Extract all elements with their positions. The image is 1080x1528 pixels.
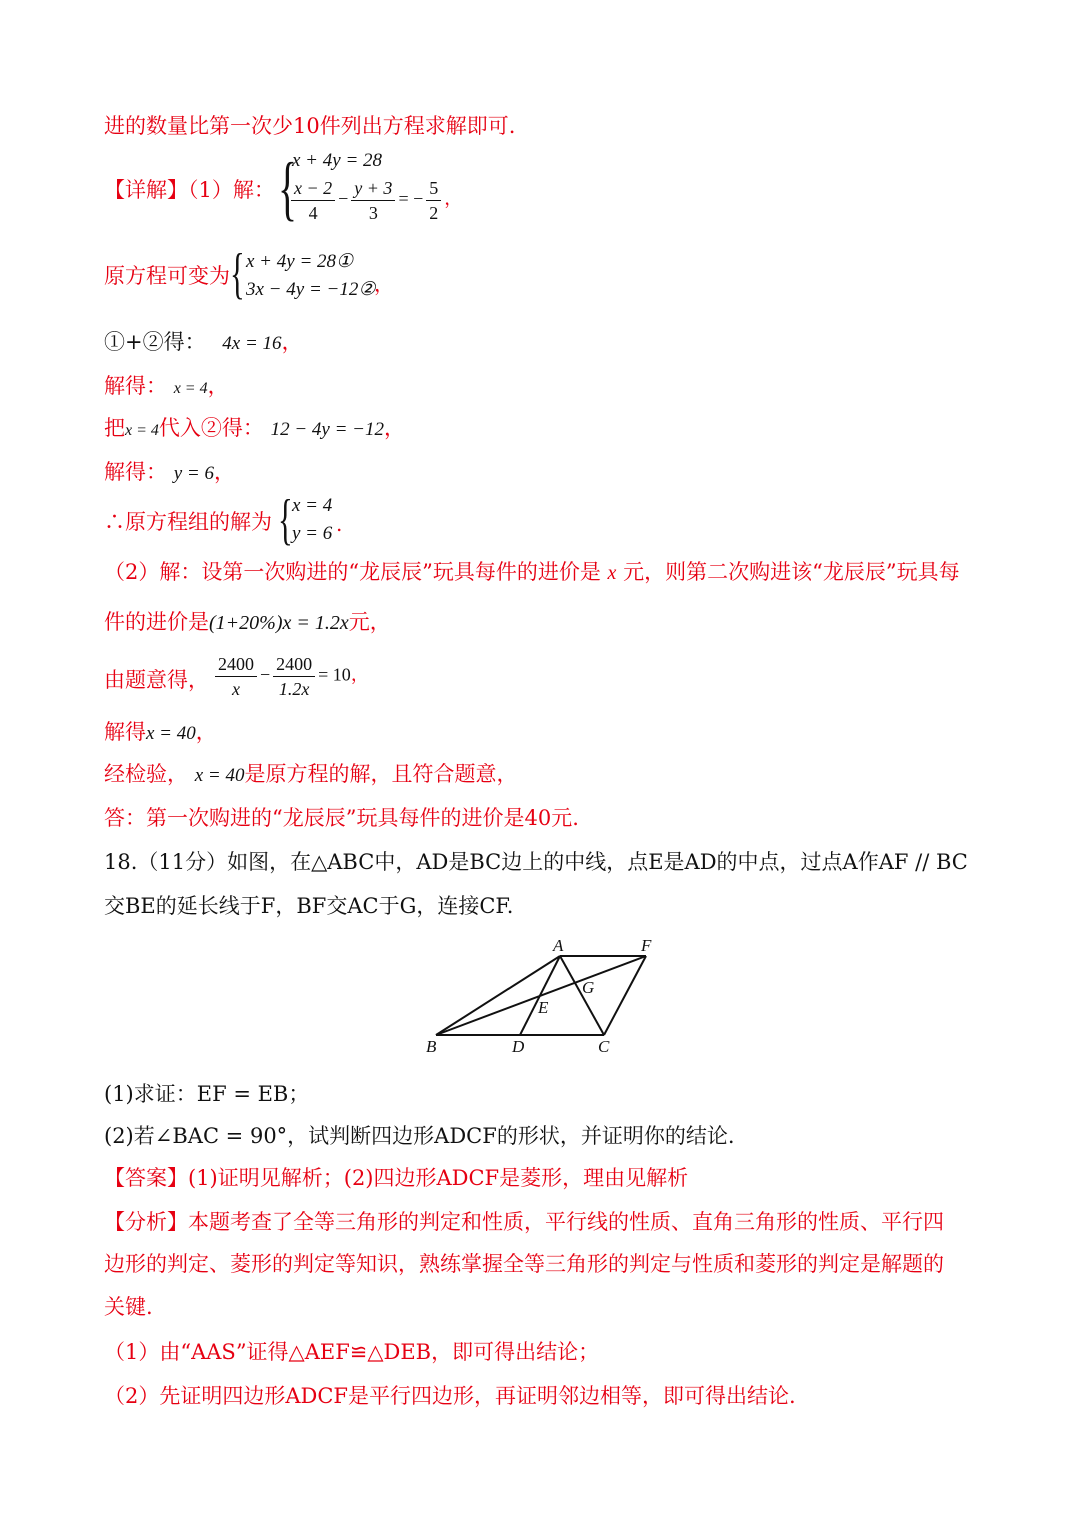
sys1-frac2-num: y + 3	[351, 176, 395, 201]
brace-left: {	[278, 148, 298, 228]
solve-y-line	[104, 458, 235, 488]
sub-mid: 代入②得：	[158, 416, 264, 440]
sub-eq: 12 − 4y = −12	[270, 419, 384, 440]
analysis-line1: 【分析】本题考查了全等三角形的判定和性质，平行线的性质、直角三角形的性质、平行四	[104, 1210, 944, 1234]
check-tail: 是原方程的解，且符合题意，	[244, 762, 518, 786]
y-comma: ，	[213, 460, 235, 484]
label-B: B	[426, 1037, 437, 1056]
setup-eq	[212, 652, 369, 701]
solve2-comma: ，	[195, 720, 217, 744]
check-label: 经检验，	[104, 762, 188, 786]
fracB-den: 1.2x	[278, 679, 310, 699]
sol-period: .	[336, 512, 343, 536]
check-line	[104, 760, 517, 790]
part2-line2a: 件的进价是	[104, 610, 209, 634]
transform-label: 原方程可变为	[104, 264, 230, 288]
sys1-eq1: x + 4y = 28	[292, 150, 383, 171]
check-eq: x = 40	[194, 765, 245, 786]
x-value: x = 4	[173, 380, 208, 397]
fracA-num: 2400	[215, 652, 257, 677]
label-E: E	[538, 998, 549, 1017]
sys1-frac1-den: 4	[308, 203, 318, 223]
sub-x: x = 4	[125, 422, 159, 439]
part2-line1	[104, 558, 960, 587]
solve2-eq: x = 40	[146, 723, 196, 744]
label-G: G	[582, 978, 595, 997]
add-label: ①+②得：	[104, 330, 206, 354]
y-value: y = 6	[173, 463, 214, 484]
part2-x: x	[607, 562, 617, 584]
sub-pre: 把	[104, 416, 125, 440]
part2-line1a: （2）解：设第一次购进的“龙辰辰”玩具每件的进价是	[104, 560, 601, 584]
label-D: D	[512, 1037, 525, 1056]
add-line	[104, 328, 303, 358]
x-comma: ，	[207, 374, 229, 398]
sub-line	[104, 414, 405, 445]
sys1-eq2	[288, 176, 462, 225]
step-2: （2）先证明四边形ADCF是平行四边形，再证明邻边相等，即可得出结论.	[104, 1384, 796, 1408]
problem18-line2: 交BE的延长线于F，BF交AC于G，连接CF.	[104, 894, 514, 918]
problem18-line1: 18.（11分）如图，在△ABC中，AD是BC边上的中线，点E是AD的中点，过点A作AF // BC	[104, 850, 968, 874]
setup-tail: = 10	[318, 664, 351, 685]
segment-CF	[604, 956, 646, 1035]
sys2-eq2: 3x − 4y = −12②	[246, 279, 376, 300]
label-A: A	[553, 936, 564, 955]
part2-line2b: 元，	[348, 610, 391, 634]
geometry-figure	[410, 932, 670, 1060]
brace-left-2: {	[230, 243, 245, 305]
sol-y: y = 6	[292, 523, 333, 544]
sys2-eq1: x + 4y = 28①	[246, 251, 354, 272]
solve-y-label: 解得：	[104, 460, 167, 484]
part2-line1b: 元，则第二次购进该“龙辰辰”玩具每	[623, 560, 960, 584]
part1-label: （1）解：	[188, 178, 275, 202]
intro-line: 进的数量比第一次少10件列出方程求解即可.	[104, 114, 516, 138]
therefore-label: ∴原方程组的解为	[104, 510, 272, 534]
solve2-label: 解得	[104, 720, 146, 744]
analysis-line2: 边形的判定、菱形的判定等知识，熟练掌握全等三角形的判定与性质和菱形的判定是解题的	[104, 1252, 944, 1276]
sub-comma: ，	[384, 416, 405, 440]
detail-tag: 【详解】	[104, 178, 188, 202]
label-F: F	[641, 936, 652, 955]
solve-x-line	[104, 372, 229, 403]
sys2-comma: ，	[374, 272, 394, 296]
add-eq: 4x = 16	[222, 333, 282, 354]
fracA-den: x	[232, 679, 240, 699]
answer-18: 【答案】(1)证明见解析；(2)四边形ADCF是菱形，理由见解析	[104, 1166, 689, 1190]
sys1-frac1-num: x − 2	[291, 176, 335, 201]
sys1-minus: −	[338, 188, 349, 209]
sys1-frac3-den: 2	[429, 203, 439, 223]
part2-expr: (1+20%)x = 1.2x	[209, 612, 349, 634]
setup-comma: ，	[350, 664, 369, 685]
analysis-line3: 关键.	[104, 1295, 153, 1319]
setup-label: 由题意得，	[104, 668, 209, 692]
add-comma: ，	[281, 330, 303, 354]
question-1: (1)求证：EF = EB；	[104, 1082, 310, 1106]
detail-heading	[104, 176, 275, 204]
answer-line: 答：第一次购进的“龙辰辰”玩具每件的进价是40元.	[104, 806, 579, 830]
fracB-num: 2400	[273, 652, 315, 677]
solve2-line	[104, 718, 217, 748]
sys1-comma: ，	[444, 188, 463, 209]
label-C: C	[598, 1037, 610, 1056]
step-1: （1）由“AAS”证得△AEF≌△DEB，即可得出结论；	[104, 1340, 600, 1364]
setup-minus: −	[260, 664, 271, 685]
question-2: (2)若∠BAC = 90°，试判断四边形ADCF的形状，并证明你的结论.	[104, 1124, 735, 1148]
brace-left-3: {	[278, 489, 293, 551]
solve-label: 解得：	[104, 374, 167, 398]
part2-line2	[104, 608, 391, 637]
sys1-equals: = −	[398, 188, 424, 209]
sol-x: x = 4	[292, 495, 333, 516]
sys1-frac3-num: 5	[426, 176, 441, 201]
sys1-frac2-den: 3	[368, 203, 378, 223]
